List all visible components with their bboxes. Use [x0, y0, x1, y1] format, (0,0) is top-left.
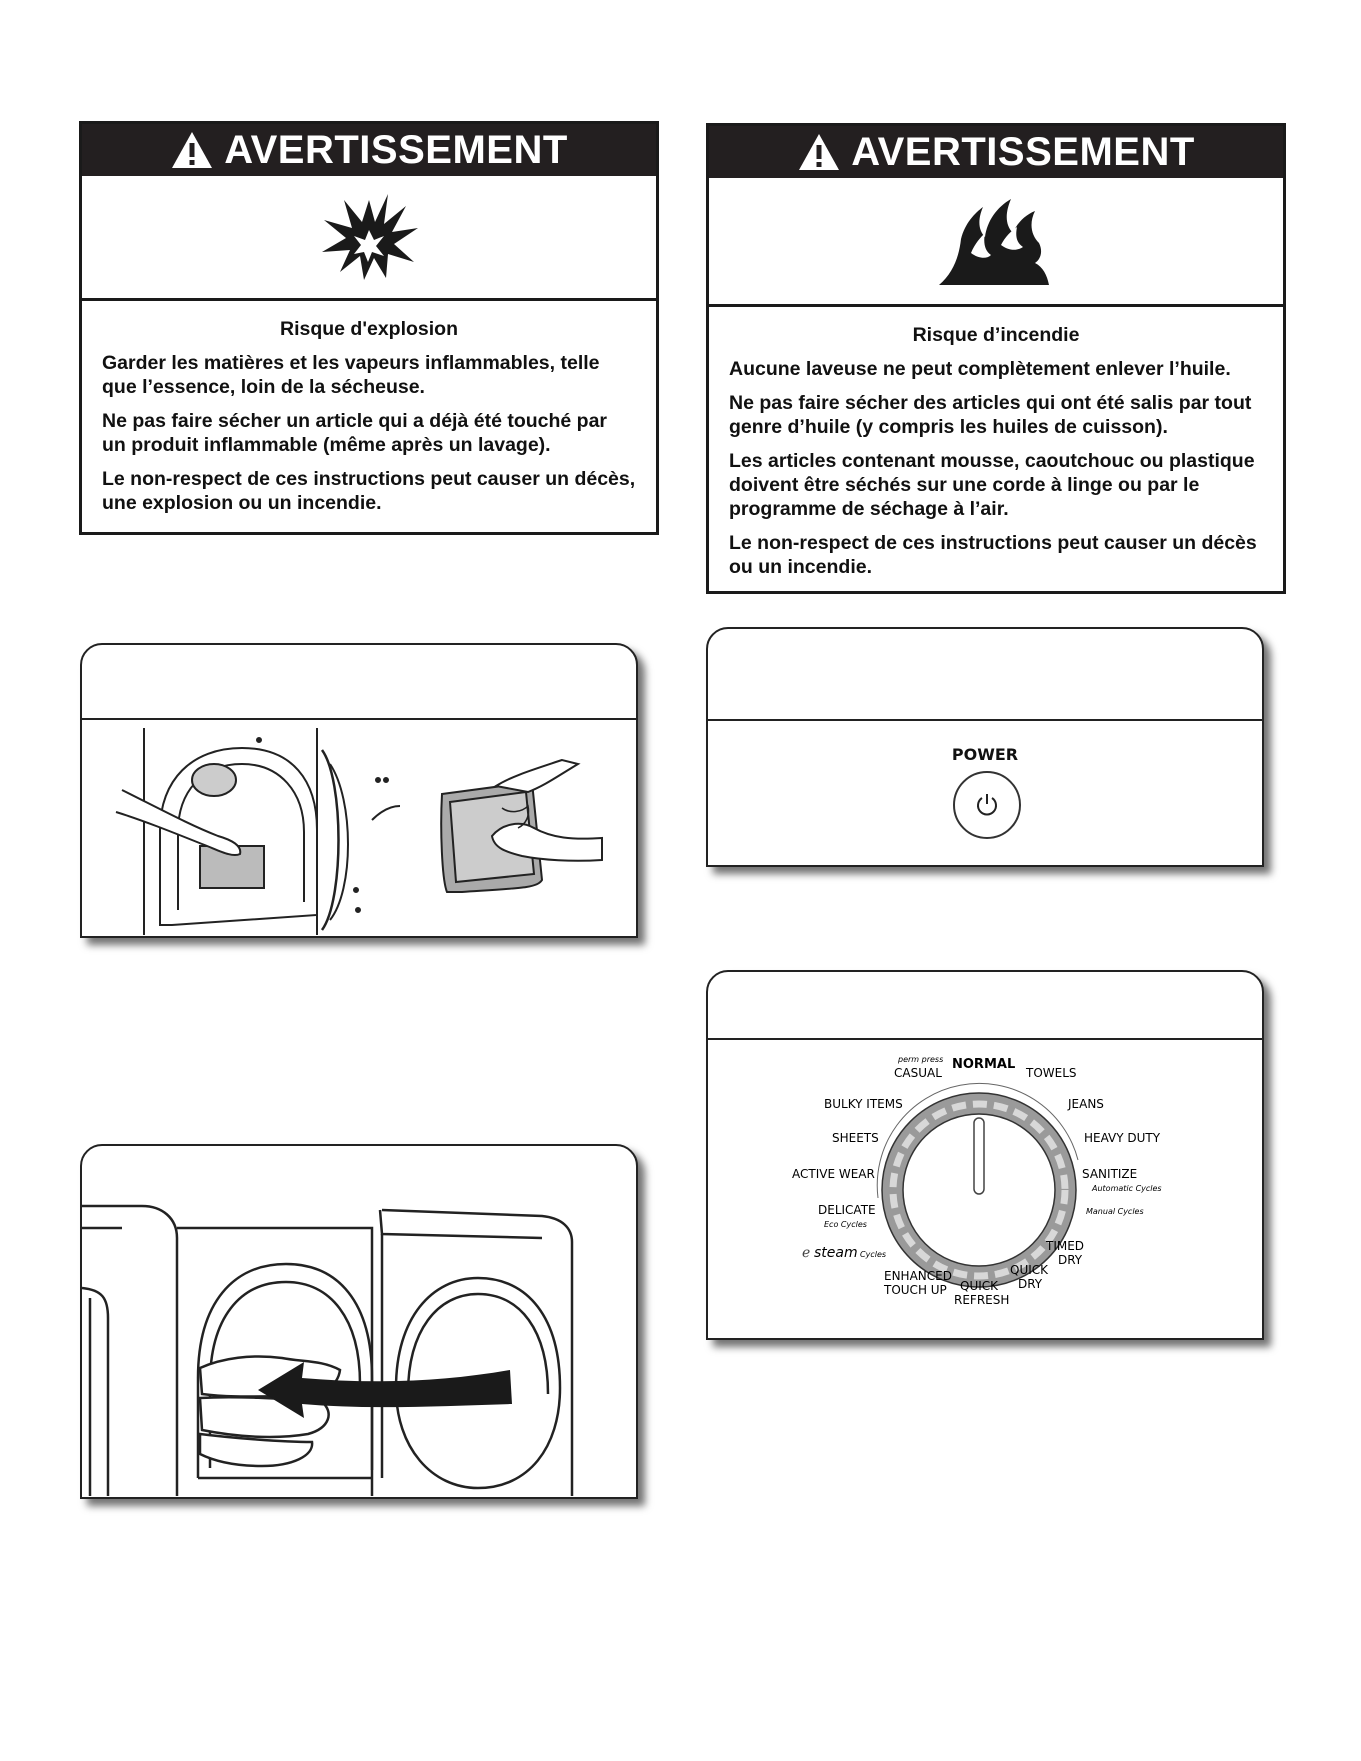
- lint-filter-illustration: [82, 720, 635, 935]
- warning-text-1: Aucune laveuse ne peut complètement enlever l’huile.: [729, 358, 1231, 380]
- warning-body: [82, 301, 656, 535]
- cycle-casual-note: perm press: [898, 1055, 944, 1064]
- warning-header: [709, 126, 1283, 178]
- cycle-refresh-2: REFRESH: [954, 1293, 1010, 1307]
- cycle-timed-2: DRY: [1058, 1253, 1083, 1267]
- power-icon: [974, 792, 1000, 818]
- cycle-dial-knob[interactable]: [882, 1093, 1076, 1287]
- load-laundry-illustration: [82, 1198, 635, 1496]
- cycle-automatic: Automatic Cycles: [1092, 1184, 1162, 1193]
- warning-text-2: Ne pas faire sécher des articles qui ont été salis par tout genre d’huile (y compris les huiles de cuisson).: [729, 392, 1252, 438]
- steam-icon: ℯ: [802, 1245, 811, 1261]
- warning-header: [82, 124, 656, 176]
- cycle-normal[interactable]: NORMAL: [952, 1057, 1016, 1072]
- load-laundry-panel: [80, 1144, 638, 1499]
- steam-logo[interactable]: [802, 1245, 886, 1261]
- panel-header: [82, 645, 636, 720]
- cycle-bulky[interactable]: BULKY ITEMS: [824, 1097, 903, 1111]
- cycle-enhanced-2: TOUCH UP: [884, 1283, 947, 1297]
- warning-text-2: Ne pas faire sécher un article qui a déjà été touché par un produit inflammable (même après un lavage).: [102, 410, 608, 456]
- fire-icon: [931, 193, 1061, 289]
- warning-title: AVERTISSEMENT: [851, 129, 1195, 174]
- cycle-towels[interactable]: TOWELS: [1026, 1066, 1077, 1080]
- warning-subtitle: Risque d'explosion: [280, 318, 458, 340]
- panel-header: [708, 629, 1262, 721]
- cycle-timed[interactable]: TIMED: [1046, 1239, 1085, 1253]
- warning-text-3: Le non-respect de ces instructions peut causer un décès, une explosion ou un incendie.: [102, 468, 636, 514]
- cycle-sheets[interactable]: SHEETS: [832, 1131, 879, 1145]
- warning-text-1: Garder les matières et les vapeurs inflammables, telle que l’essence, loin de la sécheuse.: [102, 352, 600, 398]
- warning-box-fire: [706, 123, 1286, 594]
- warning-text-4: Le non-respect de ces instructions peut causer un décès ou un incendie.: [729, 532, 1257, 578]
- warning-title: AVERTISSEMENT: [224, 127, 568, 172]
- warning-subtitle: Risque d’incendie: [912, 324, 1080, 346]
- explosion-icon-area: [82, 176, 656, 301]
- cycle-dial-panel: [706, 970, 1264, 1340]
- panel-header: [82, 1146, 636, 1198]
- arrow-icon: [258, 1362, 512, 1418]
- cycle-manual: Manual Cycles: [1086, 1207, 1144, 1216]
- panel-header: [708, 972, 1262, 1040]
- cycle-casual[interactable]: CASUAL: [894, 1066, 942, 1080]
- cycle-sanitize[interactable]: SANITIZE: [1082, 1167, 1138, 1181]
- cycle-steam: steam: [814, 1245, 858, 1261]
- cycle-active[interactable]: ACTIVE WEAR: [792, 1167, 875, 1181]
- warning-box-explosion: [79, 121, 659, 535]
- cycle-dial-illustration: [708, 1040, 1261, 1336]
- cycle-refresh[interactable]: QUICK: [960, 1279, 999, 1293]
- warning-body: [709, 307, 1283, 599]
- cycle-jeans[interactable]: JEANS: [1068, 1097, 1104, 1111]
- fire-icon-area: [709, 178, 1283, 307]
- lint-filter-panel: [80, 643, 638, 938]
- warning-text-3: Les articles contenant mousse, caoutchouc ou plastique doivent être séchés sur une corde à linge ou par le programme de séchage à l’air.: [729, 450, 1255, 520]
- cycle-steam-cycles: Cycles: [860, 1250, 887, 1259]
- warning-triangle-icon: [797, 132, 841, 172]
- cycle-quick-dry-2: DRY: [1018, 1277, 1043, 1291]
- power-label: POWER: [951, 745, 1019, 764]
- cycle-heavy[interactable]: HEAVY DUTY: [1084, 1131, 1161, 1145]
- power-panel: [706, 627, 1264, 867]
- cycle-enhanced[interactable]: ENHANCED: [884, 1269, 952, 1283]
- warning-triangle-icon: [170, 130, 214, 170]
- cycle-delicate[interactable]: DELICATE: [818, 1203, 876, 1217]
- cycle-quick-dry[interactable]: QUICK: [1010, 1263, 1049, 1277]
- cycle-eco: Eco Cycles: [824, 1220, 867, 1229]
- explosion-icon: [314, 192, 424, 282]
- power-button[interactable]: [953, 771, 1021, 839]
